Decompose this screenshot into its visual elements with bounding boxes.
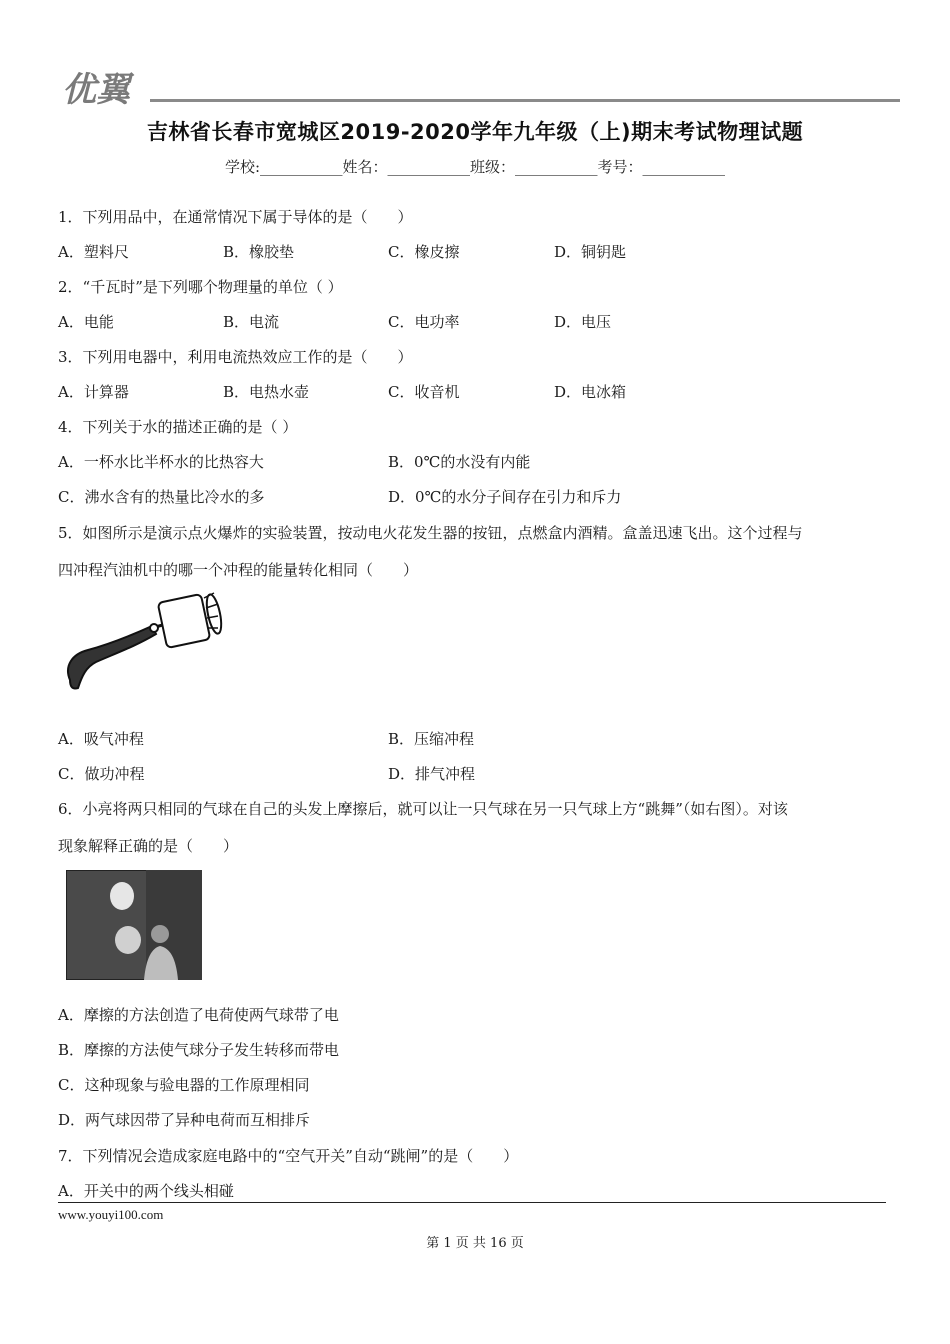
q4-option-a: A．一杯水比半杯水的比热容大 — [58, 453, 264, 471]
q3-option-d: D．电冰箱 — [554, 383, 627, 401]
q4-option-b: B．0℃的水没有内能 — [388, 453, 531, 471]
q3-option-c: C．收音机 — [388, 383, 460, 401]
q2-option-d: D．电压 — [554, 313, 612, 331]
page-number: 第 1 页 共 16 页 — [426, 1236, 524, 1251]
q7-option-a: A．开关中的两个线头相碰 — [58, 1182, 234, 1200]
q4-option-c: C．沸水含有的热量比冷水的多 — [58, 488, 265, 506]
q5-stem-line2: 四冲程汽油机中的哪一个冲程的能量转化相同（ ） — [58, 561, 419, 579]
q2-option-a: A．电能 — [58, 313, 114, 331]
logo-text: 优翼 — [62, 70, 130, 108]
q4-option-d: D．0℃的水分子间存在引力和斥力 — [388, 488, 622, 506]
q2-stem: 2．“千瓦时”是下列哪个物理量的单位（ ） — [58, 278, 343, 296]
q6-option-c: C．这种现象与验电器的工作原理相同 — [58, 1076, 310, 1094]
q6-stem-line1: 6．小亮将两只相同的气球在自己的头发上摩擦后，就可以让一只气球在另一只气球上方“跳舞”（如右图）。对该 — [58, 800, 788, 818]
q6-option-d: D．两气球因带了异种电荷而互相排斥 — [58, 1111, 311, 1129]
balloon-photo-figure — [66, 870, 202, 980]
student-info-line: 学校:___________姓名：___________班级：___________考号：___________ — [224, 158, 726, 176]
q6-option-a: A．摩擦的方法创造了电荷使两气球带了电 — [58, 1006, 339, 1024]
q1-stem: 1．下列用品中，在通常情况下属于导体的是（ ） — [58, 208, 413, 226]
footer-url: www.youyi100.com — [58, 1207, 164, 1222]
q6-stem-line2: 现象解释正确的是（ ） — [58, 837, 239, 855]
q1-option-a: A．塑料尺 — [58, 243, 129, 261]
q2-option-c: C．电功率 — [388, 313, 460, 331]
q3-stem: 3．下列用电器中，利用电流热效应工作的是（ ） — [58, 348, 413, 366]
q2-option-b: B．电流 — [223, 313, 280, 331]
q1-option-c: C．橡皮擦 — [388, 243, 460, 261]
q1-option-b: B．橡胶垫 — [223, 243, 295, 261]
q4-stem: 4．下列关于水的描述正确的是（ ） — [58, 418, 298, 436]
q6-option-b: B．摩擦的方法使气球分子发生转移而带电 — [58, 1041, 340, 1059]
youyi-logo — [62, 68, 182, 108]
header-rule — [150, 99, 900, 102]
q5-option-d: D．排气冲程 — [388, 765, 476, 783]
q1-option-d: D．铜钥匙 — [554, 243, 627, 261]
q5-option-b: B．压缩冲程 — [388, 730, 475, 748]
ignition-device-figure — [58, 588, 236, 696]
page-title: 吉林省长春市宽城区2019-2020学年九年级（上)期末考试物理试题 — [146, 120, 804, 144]
q5-option-a: A．吸气冲程 — [58, 730, 144, 748]
q7-stem: 7．下列情况会造成家庭电路中的“空气开关”自动“跳闸”的是（ ） — [58, 1147, 519, 1165]
q3-option-b: B．电热水壶 — [223, 383, 310, 401]
q5-option-c: C．做功冲程 — [58, 765, 145, 783]
q5-stem-line1: 5．如图所示是演示点火爆炸的实验装置，按动电火花发生器的按钮，点燃盒内酒精。盒盖迅速飞出。这个过程与 — [58, 524, 803, 542]
q3-option-a: A．计算器 — [58, 383, 129, 401]
footer-rule — [58, 1202, 886, 1203]
